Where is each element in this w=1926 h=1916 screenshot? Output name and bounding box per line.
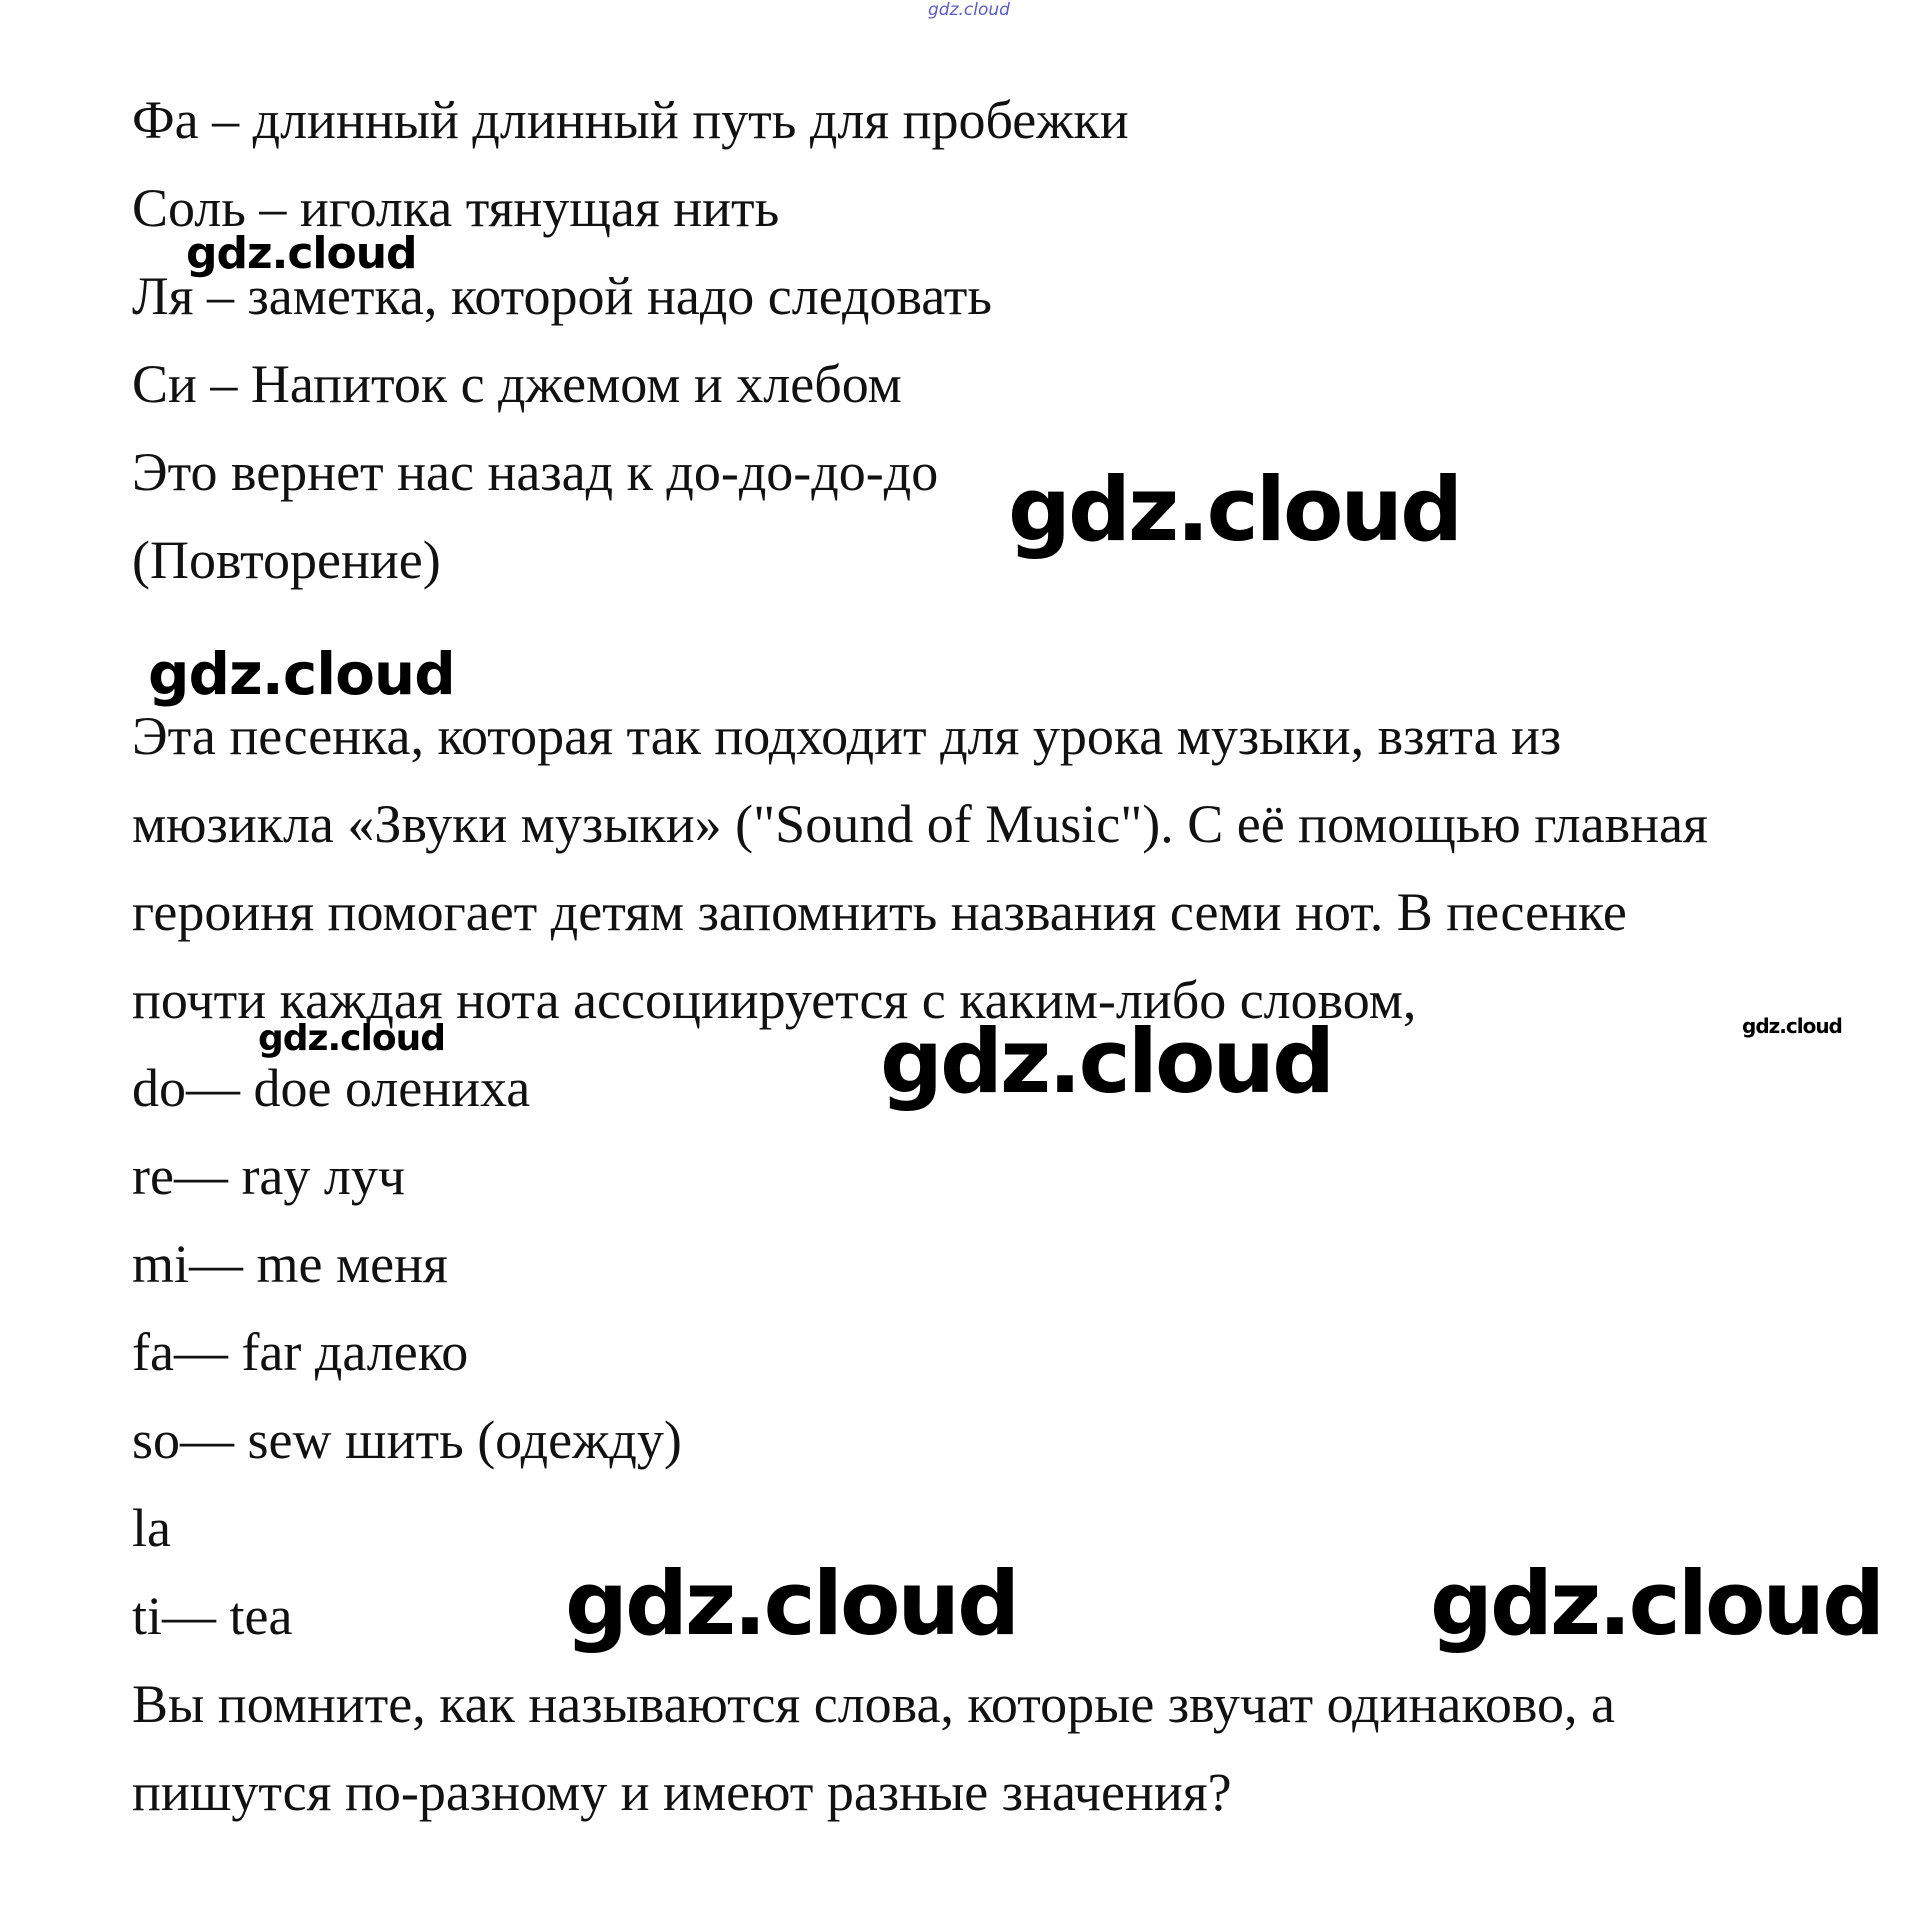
note-line-fa: fa— far далеко <box>132 1322 469 1382</box>
note-line-la: la <box>132 1498 171 1558</box>
question-line-1: Вы помните, как называются слова, которые звучат одинаково, а <box>132 1674 1615 1734</box>
verse-line-repeat: (Повторение) <box>132 530 441 590</box>
paragraph-line-1: Эта песенка, которая так подходит для урока музыки, взята из <box>132 706 1562 766</box>
note-line-ti: ti— tea <box>132 1586 293 1646</box>
verse-line-sol: Соль – иголка тянущая нить <box>132 178 780 238</box>
watermark-top: gdz.cloud <box>928 0 1010 20</box>
watermark-medium-left: gdz.cloud <box>148 640 455 708</box>
verse-line-return: Это вернет нас назад к до-до-до-до <box>132 442 939 502</box>
note-line-re: re— ray луч <box>132 1146 406 1206</box>
watermark-large-lower-right: gdz.cloud <box>1430 1552 1883 1655</box>
watermark-large-middle: gdz.cloud <box>880 1010 1333 1113</box>
verse-line-la: Ля – заметка, которой надо следовать <box>132 266 993 326</box>
paragraph-line-4: почти каждая нота ассоциируется с каким-либо словом, <box>132 970 1417 1030</box>
watermark-small-upper: gdz.cloud <box>186 228 417 279</box>
note-line-mi: mi— me меня <box>132 1234 448 1294</box>
watermark-tiny-right: gdz.cloud <box>1742 1014 1842 1038</box>
note-line-do: do— doe олениха <box>132 1058 531 1118</box>
watermark-small-middle: gdz.cloud <box>258 1018 445 1059</box>
note-line-so: so— sew шить (одежду) <box>132 1410 682 1470</box>
paragraph-line-3: героиня помогает детям запомнить названия семи нот. В песенке <box>132 882 1627 942</box>
verse-line-si: Си – Напиток с джемом и хлебом <box>132 354 902 414</box>
question-line-2: пишутся по-разному и имеют разные значения? <box>132 1762 1232 1822</box>
paragraph-line-2: мюзикла «Звуки музыки» ("Sound of Music"). С её помощью главная <box>132 794 1708 854</box>
verse-line-fa: Фа – длинный длинный путь для пробежки <box>132 90 1129 150</box>
watermark-large-lower-left: gdz.cloud <box>565 1552 1018 1655</box>
watermark-large-upper: gdz.cloud <box>1008 458 1461 561</box>
